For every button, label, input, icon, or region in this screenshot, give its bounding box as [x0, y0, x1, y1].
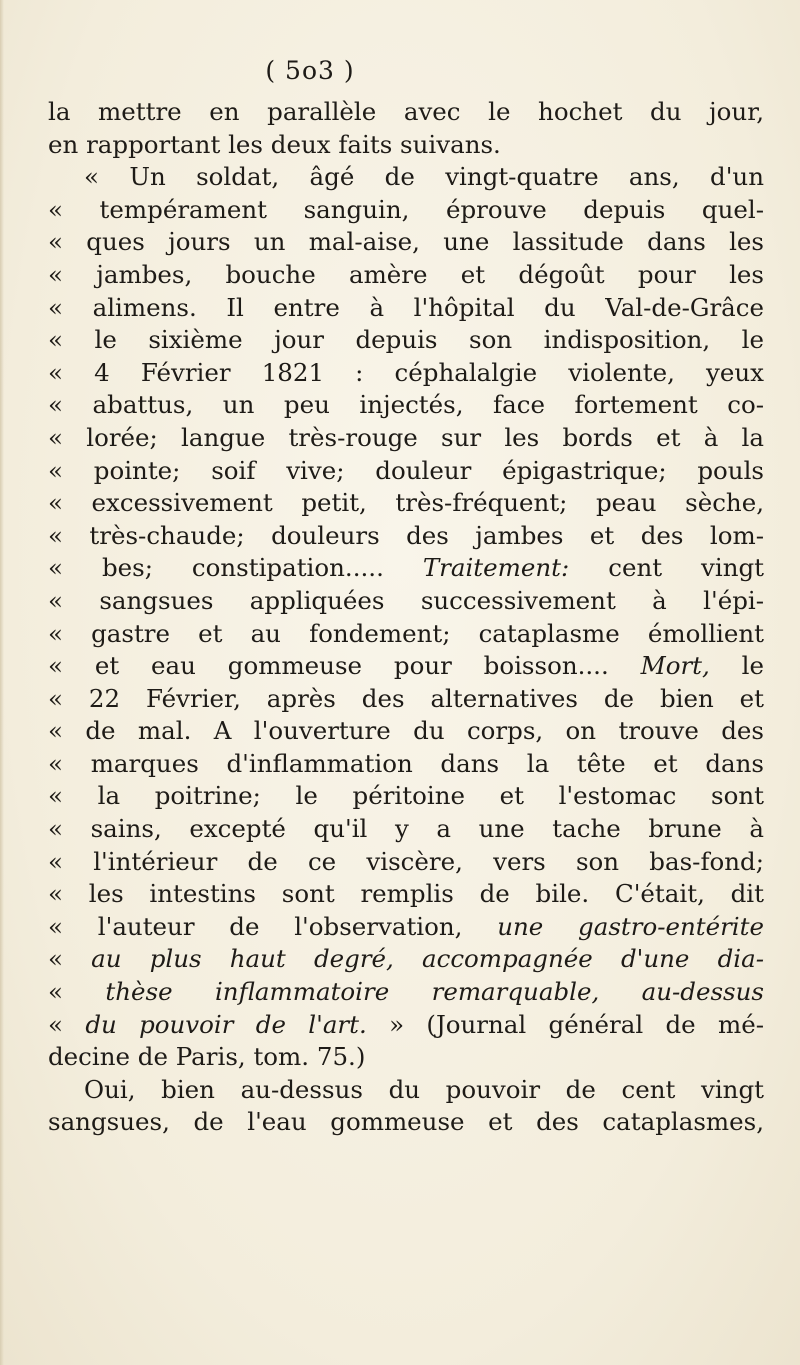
text-line: « Un soldat, âgé de vingt-quatre ans, d'un: [84, 162, 764, 192]
text-line: « les intestins sont remplis de bile. C'était, dit: [48, 879, 764, 909]
text-line: « sangsues appliquées successivement à l'épi-: [48, 585, 764, 615]
text-line: en rapportant les deux faits suivans.: [48, 129, 501, 159]
text-line: « très-chaude; douleurs des jambes et des lom-: [48, 520, 764, 550]
text-line: « pointe; soif vive; douleur épigastrique; pouls: [48, 455, 764, 485]
text-line: « la poitrine; le péritoine et l'estomac sont: [48, 781, 764, 811]
text-line: « du pouvoir de l'art. » (Journal général de mé-: [48, 1009, 764, 1039]
text-line: sangsues, de l'eau gommeuse et des cataplasmes,: [48, 1107, 764, 1137]
text-line: « marques d'inflammation dans la tête et dans: [48, 748, 764, 778]
text-line: « excessivement petit, très-fréquent; peau sèche,: [48, 488, 764, 518]
text-line: « et eau gommeuse pour boisson.... Mort, le: [48, 651, 765, 681]
text-line: « sains, excepté qu'il y a une tache brune à: [48, 814, 764, 844]
body-text: [48, 96, 764, 1139]
text-line: « abattus, un peu injectés, face fortement co-: [48, 390, 764, 420]
text-line: la mettre en parallèle avec le hochet du jour,: [48, 97, 764, 126]
text-line: « thèse inflammatoire remarquable, au-dessus: [48, 977, 764, 1007]
text-line: decine de Paris, tom. 75.): [48, 1042, 366, 1072]
text-line: « jambes, bouche amère et dégoût pour les: [48, 259, 764, 289]
text-line: « 4 Février 1821 : céphalalgie violente, yeux: [48, 357, 764, 387]
text-line: « le sixième jour depuis son indisposition, le: [48, 325, 764, 355]
text-line: « gastre et au fondement; cataplasme émollient: [48, 618, 764, 648]
text-line: « au plus haut degré, accompagnée d'une dia-: [48, 944, 764, 974]
page-edge: [0, 0, 4, 1365]
text-line: Oui, bien au-dessus du pouvoir de cent vingt: [84, 1074, 764, 1104]
text-line: « ques jours un mal-aise, une lassitude dans les: [48, 227, 764, 257]
text-line: « alimens. Il entre à l'hôpital du Val-de-Grâce: [48, 292, 764, 322]
text-line: « tempérament sanguin, éprouve depuis quel-: [48, 194, 764, 224]
text-line: « de mal. A l'ouverture du corps, on trouve des: [48, 716, 764, 746]
text-line: « l'auteur de l'observation, une gastro-entérite: [48, 911, 764, 941]
text-line: « l'intérieur de ce viscère, vers son bas-fond;: [48, 846, 764, 876]
text-line: « bes; constipation..... Traitement: cent vingt: [48, 553, 765, 583]
text-line: « lorée; langue très-rouge sur les bords et à la: [48, 422, 764, 452]
text-line: « 22 Février, après des alternatives de bien et: [48, 683, 764, 713]
page-number: ( 5o3 ): [265, 56, 355, 85]
